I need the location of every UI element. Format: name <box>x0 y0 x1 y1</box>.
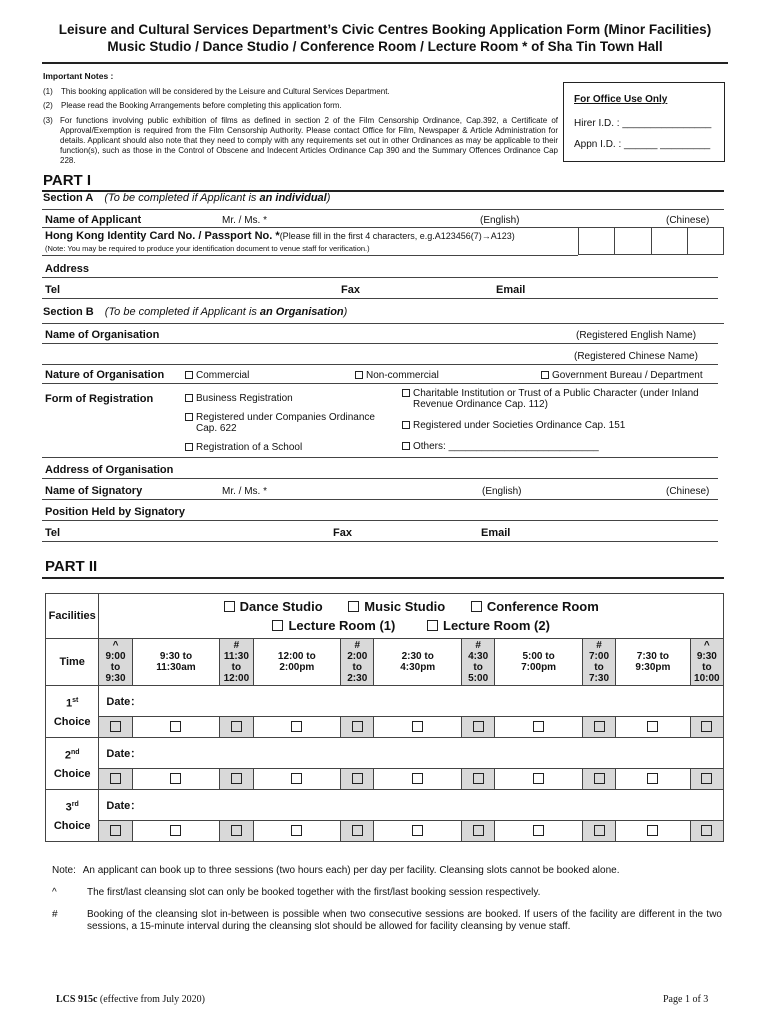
time-slot-line: 12:00 to <box>277 651 316 662</box>
time-slot-line: 2:30 <box>347 673 368 684</box>
slot-checkbox-cell[interactable] <box>341 717 374 738</box>
time-slot-line: to <box>594 662 604 673</box>
rule <box>42 383 718 384</box>
office-use-box <box>563 82 725 162</box>
slot-checkbox[interactable] <box>291 825 302 836</box>
time-slot-line: 2:30 to <box>401 651 434 662</box>
slot-checkbox-cell[interactable] <box>374 769 462 790</box>
time-slot-line: 7:00 <box>589 651 610 662</box>
reg-companies-option[interactable] <box>185 412 390 434</box>
reg-business-option[interactable] <box>185 393 293 404</box>
name-of-signatory-label: Name of Signatory <box>45 485 143 497</box>
slot-checkbox-cell[interactable] <box>462 769 495 790</box>
choice-label <box>46 790 99 842</box>
footnote-hash <box>52 909 722 933</box>
slot-checkbox[interactable] <box>412 825 423 836</box>
slot-checkbox-cell[interactable] <box>495 717 583 738</box>
form-title-line2: Music Studio / Dance Studio / Conference Room / Lecture Room * of Sha Tin Town Hall <box>107 39 663 54</box>
time-slot-line: 4:30 <box>468 651 489 662</box>
note-text: This booking application will be considered by the Leisure and Cultural Services Department. <box>61 87 390 96</box>
name-of-applicant-label: Name of Applicant <box>45 214 142 226</box>
checkbox[interactable] <box>272 620 283 631</box>
choice-date-field[interactable] <box>99 686 724 717</box>
slot-checkbox[interactable] <box>170 773 181 784</box>
slot-checkbox-cell[interactable] <box>616 717 691 738</box>
time-slot-mark: # <box>596 640 602 651</box>
option-label: Registration of a School <box>196 442 303 453</box>
address-label: Address <box>45 263 90 275</box>
choice-word: Choice <box>53 715 91 728</box>
slot-checkbox-cell[interactable] <box>341 769 374 790</box>
slot-checkbox-cell[interactable] <box>220 717 253 738</box>
time-slot-header <box>132 639 220 686</box>
time-slot-line: 11:30 <box>223 651 249 662</box>
slot-checkbox-cell[interactable] <box>341 821 374 842</box>
rule <box>42 478 718 479</box>
reg-societies-option[interactable] <box>402 420 625 431</box>
time-label: Time <box>46 639 99 686</box>
choice-number: 1 <box>66 697 73 710</box>
hkid-char-box[interactable] <box>615 228 651 254</box>
caret-mark: ^ <box>52 887 57 898</box>
option-label: Commercial <box>196 370 250 381</box>
email-label: Email <box>496 284 526 296</box>
slot-checkbox[interactable] <box>352 773 363 784</box>
facility-options <box>99 594 724 639</box>
position-held-label: Position Held by Signatory <box>45 506 185 518</box>
choice-word: Choice <box>53 819 91 832</box>
slot-checkbox-cell[interactable] <box>582 717 615 738</box>
time-slot-line: 9:30pm <box>635 662 671 673</box>
checkbox[interactable] <box>185 371 193 379</box>
choice-label <box>46 686 99 738</box>
option-label: Lecture Room (2) <box>443 618 550 633</box>
slot-checkbox-cell[interactable] <box>253 717 341 738</box>
slot-checkbox-cell[interactable] <box>132 769 220 790</box>
registered-chinese-label: (Registered Chinese Name) <box>574 351 698 362</box>
slot-checkbox[interactable] <box>647 773 658 784</box>
reg-others-option[interactable] <box>402 441 599 452</box>
time-slot-line: 4:30pm <box>400 662 436 673</box>
office-use-title: For Office Use Only <box>574 94 668 105</box>
date-label: Date： <box>106 696 142 708</box>
section-a-note-bold: an individual <box>259 192 327 204</box>
booking-table <box>45 593 724 842</box>
fax-label: Fax <box>341 284 360 296</box>
signatory-english-label: (English) <box>482 486 522 497</box>
checkbox[interactable] <box>355 371 363 379</box>
section-a-heading <box>43 192 330 204</box>
hkid-char-box[interactable] <box>688 228 723 254</box>
rule <box>42 541 718 542</box>
slot-checkbox[interactable] <box>352 825 363 836</box>
tel-label: Tel <box>45 284 61 296</box>
footnote-note-label: Note: <box>52 865 76 876</box>
slot-checkbox-cell[interactable] <box>582 769 615 790</box>
rule <box>42 323 724 324</box>
slot-checkbox-cell[interactable] <box>99 769 132 790</box>
slot-checkbox-cell[interactable] <box>253 769 341 790</box>
signatory-title-option[interactable]: Mr. / Ms. * <box>222 486 267 497</box>
slot-checkbox[interactable] <box>291 721 302 732</box>
nature-commercial-option[interactable] <box>185 370 249 381</box>
choice-suffix: nd <box>70 749 80 757</box>
time-slot-mark: # <box>354 640 361 651</box>
hash-text: Booking of the cleansing slot in-between is possible when two consecutive sessions are booked. If users of the facility are different in the two sessions, a 15-minute interval during the cleansing slot should be allowed for facility cleansing by venue staff. <box>87 909 722 932</box>
time-slot-header <box>341 639 374 686</box>
slot-checkbox-cell[interactable] <box>616 821 691 842</box>
slot-checkbox-cell[interactable] <box>132 717 220 738</box>
time-slot-mark: # <box>233 640 240 651</box>
signatory-fax-label: Fax <box>333 527 352 539</box>
option-label: Government Bureau / Department <box>552 370 703 381</box>
hkid-char-box[interactable] <box>652 228 688 254</box>
time-slot-line: 7:30 to <box>636 651 670 662</box>
slot-checkbox[interactable] <box>701 825 712 836</box>
time-slot-header <box>220 639 253 686</box>
time-slot-mark: # <box>475 640 481 651</box>
hkid-label-row <box>45 230 515 242</box>
section-a-note-pre: (To be completed if Applicant is <box>104 192 260 204</box>
rule <box>42 520 718 521</box>
slot-checkbox-cell[interactable] <box>690 717 723 738</box>
reg-school-option[interactable] <box>185 442 302 453</box>
hkid-char-box[interactable] <box>579 228 615 254</box>
part2-divider <box>42 577 724 579</box>
nature-government-option[interactable] <box>541 370 703 381</box>
slot-checkbox[interactable] <box>594 825 605 836</box>
slot-checkbox-cell[interactable] <box>220 769 253 790</box>
time-slot-header <box>690 639 723 686</box>
applicant-chinese-label: (Chinese) <box>666 215 710 226</box>
time-slot-header <box>374 639 462 686</box>
slot-checkbox[interactable] <box>291 773 302 784</box>
section-b-note-pre: (To be completed if Applicant is <box>104 306 260 318</box>
slot-checkbox-cell[interactable] <box>690 769 723 790</box>
slot-checkbox-cell[interactable] <box>220 821 253 842</box>
slot-checkbox[interactable] <box>647 721 658 732</box>
slot-checkbox[interactable] <box>647 825 658 836</box>
time-slot-line: 9:30 <box>105 673 126 684</box>
checkbox[interactable] <box>427 620 438 631</box>
signatory-chinese-label: (Chinese) <box>666 486 710 497</box>
slot-checkbox[interactable] <box>594 721 605 732</box>
facility-lecture-room-1[interactable] <box>272 618 395 633</box>
time-slot-header <box>495 639 583 686</box>
page-number: Page 1 of 3 <box>663 994 709 1005</box>
choice-suffix: st <box>72 697 79 705</box>
rule <box>42 209 724 210</box>
slot-checkbox[interactable] <box>412 773 423 784</box>
reg-charitable-option[interactable] <box>402 388 718 410</box>
slot-checkbox-cell[interactable] <box>582 821 615 842</box>
checkbox[interactable] <box>348 601 359 612</box>
part1-title: PART I <box>43 172 92 189</box>
time-slot-line: 5:00 <box>468 673 489 684</box>
applicant-english-label: (English) <box>480 215 520 226</box>
note-item-3 <box>43 116 558 166</box>
slot-checkbox-cell[interactable] <box>374 717 462 738</box>
name-of-organisation-label: Name of Organisation <box>45 329 160 341</box>
time-slot-line: 7:00pm <box>521 662 557 673</box>
appn-id-field[interactable]: Appn I.D. : ______ _________ <box>574 139 711 150</box>
note-item-1 <box>43 87 558 97</box>
time-slot-line: 12:00 <box>223 673 250 684</box>
rule <box>42 255 578 256</box>
time-slot-line: 11:30am <box>156 662 196 673</box>
checkbox[interactable] <box>185 443 193 451</box>
time-slot-line: 2:00 <box>347 651 368 662</box>
date-label: Date： <box>106 748 142 760</box>
footnote-note <box>52 865 724 876</box>
time-slot-line: 5:00 to <box>522 651 555 662</box>
header-divider <box>42 62 728 64</box>
slot-checkbox-cell[interactable] <box>495 769 583 790</box>
checkbox[interactable] <box>402 421 410 429</box>
form-title-line1: Leisure and Cultural Services Department’s Civic Centres Booking Application Form (Minor Facilities) <box>58 22 712 37</box>
option-label: Registered under Companies Ordinance Cap. 622 <box>196 412 375 434</box>
rule <box>42 277 718 278</box>
option-label: Dance Studio <box>239 599 323 614</box>
option-label: Registered under Societies Ordinance Cap. 151 <box>413 420 626 431</box>
note-text: For functions involving public exhibition of films as defined in section 2 of the Film Censorship Ordinance, Cap.392, a Certificate of Approval/Exemption is required from the Film Censorship Authority. Please contact Office for Film, Newspaper & Article Administration for details. Applicant should also note that they need to comply with any requirements set out in other Ordinances as may be applicable to their function(s), such as those in the Control of Obscene and Indecent Articles Ordinance Cap 390 and the Summary Offences Ordinance Cap 228. <box>60 116 558 165</box>
facility-conference-room[interactable] <box>471 599 599 614</box>
slot-checkbox[interactable] <box>170 825 181 836</box>
slot-checkbox-cell[interactable] <box>462 821 495 842</box>
slot-checkbox-cell[interactable] <box>99 821 132 842</box>
signatory-tel-label: Tel <box>45 527 61 539</box>
slot-checkbox-cell[interactable] <box>495 821 583 842</box>
slot-checkbox[interactable] <box>473 773 484 784</box>
section-b-note-bold: an Organisation <box>259 306 344 318</box>
option-label: Lecture Room (1) <box>288 618 396 633</box>
section-a-note <box>104 192 330 204</box>
facilities-label: Facilities <box>46 594 99 639</box>
slot-checkbox-cell[interactable] <box>616 769 691 790</box>
choice-number: 3 <box>65 801 72 814</box>
option-label: Others: ___________________________ <box>413 441 599 452</box>
nature-of-organisation-label: Nature of Organisation <box>45 369 165 381</box>
footer-form-code <box>56 994 205 1005</box>
hirer-id-field[interactable]: Hirer I.D. : ________________ <box>574 118 712 129</box>
time-slot-header <box>99 639 132 686</box>
checkbox[interactable] <box>185 394 193 402</box>
hkid-hint: (Please fill in the first 4 characters, e.g.A123456(7)→A123) <box>279 231 515 241</box>
slot-checkbox[interactable] <box>110 773 121 784</box>
hkid-note: (Note: You may be required to produce your identification document to venue staff for verification.) <box>45 244 370 253</box>
choice-label <box>46 738 99 790</box>
section-a-note-post: ) <box>326 192 331 204</box>
date-label: Date： <box>106 800 142 812</box>
facility-dance-studio[interactable] <box>224 599 323 614</box>
option-label: Conference Room <box>486 599 599 614</box>
slot-checkbox-cell[interactable] <box>99 717 132 738</box>
slot-checkbox[interactable] <box>594 773 605 784</box>
slot-checkbox[interactable] <box>533 825 544 836</box>
time-slot-line: 9:00 <box>105 651 126 662</box>
time-slot-line: 9:30 <box>696 651 717 662</box>
note-item-2 <box>43 101 558 111</box>
slot-checkbox[interactable] <box>352 721 363 732</box>
rule <box>42 457 718 458</box>
applicant-title-option[interactable]: Mr. / Ms. * <box>222 215 267 226</box>
time-slot-line: 9:30 to <box>159 651 193 662</box>
facility-music-studio[interactable] <box>348 599 445 614</box>
signatory-email-label: Email <box>481 527 511 539</box>
effective-date: (effective from July 2020) <box>99 994 205 1005</box>
section-a-label: Section A <box>43 192 94 204</box>
option-label: Music Studio <box>364 599 446 614</box>
choice-date-field[interactable] <box>99 738 724 769</box>
time-slot-header <box>616 639 691 686</box>
slot-checkbox[interactable] <box>231 721 242 732</box>
time-slot-line: 10:00 <box>694 673 720 684</box>
time-slot-header <box>253 639 341 686</box>
section-b-note-post: ) <box>343 306 348 318</box>
note-num: (1) <box>43 87 53 96</box>
registered-english-label: (Registered English Name) <box>576 330 697 341</box>
slot-checkbox-cell[interactable] <box>690 821 723 842</box>
time-slot-line: 2:00pm <box>279 662 315 673</box>
slot-checkbox[interactable] <box>701 773 712 784</box>
slot-checkbox[interactable] <box>110 721 121 732</box>
form-of-registration-label: Form of Registration <box>45 393 154 405</box>
choice-suffix: rd <box>71 801 79 809</box>
hkid-label: Hong Kong Identity Card No. / Passport No. * <box>45 230 280 242</box>
checkbox[interactable] <box>402 389 410 397</box>
time-slot-mark: ^ <box>703 640 710 651</box>
slot-checkbox[interactable] <box>473 721 484 732</box>
section-b-heading <box>43 306 347 318</box>
rule <box>42 343 718 344</box>
section-b-label: Section B <box>43 306 94 318</box>
time-slot-header <box>582 639 615 686</box>
slot-checkbox-cell[interactable] <box>462 717 495 738</box>
note-num: (2) <box>43 101 53 110</box>
slot-checkbox-cell[interactable] <box>374 821 462 842</box>
slot-checkbox[interactable] <box>412 721 423 732</box>
option-label: Business Registration <box>196 393 293 404</box>
checkbox[interactable] <box>541 371 549 379</box>
facility-lecture-room-2[interactable] <box>427 618 550 633</box>
slot-checkbox[interactable] <box>231 773 242 784</box>
slot-checkbox[interactable] <box>170 721 181 732</box>
choice-word: Choice <box>53 767 91 780</box>
note-num: (3) <box>43 116 53 125</box>
choice-date-field[interactable] <box>99 790 724 821</box>
slot-checkbox[interactable] <box>231 825 242 836</box>
slot-checkbox[interactable] <box>701 721 712 732</box>
hash-mark: # <box>52 909 58 920</box>
time-slot-header <box>462 639 495 686</box>
time-slot-line: to <box>473 662 483 673</box>
section-b-note <box>105 306 348 318</box>
checkbox[interactable] <box>185 413 193 421</box>
time-slot-line: 7:30 <box>589 673 610 684</box>
rule <box>42 364 718 365</box>
slot-checkbox-cell[interactable] <box>253 821 341 842</box>
time-slot-line: to <box>231 662 242 673</box>
slot-checkbox-cell[interactable] <box>132 821 220 842</box>
slot-checkbox[interactable] <box>110 825 121 836</box>
choice-number: 2 <box>64 749 71 762</box>
option-label: Charitable Institution or Trust of a Public Character (under Inland Revenue Ordinance Cap. 112) <box>413 388 699 410</box>
rule <box>42 499 718 500</box>
checkbox[interactable] <box>224 601 235 612</box>
time-slot-mark: ^ <box>112 640 119 651</box>
slot-checkbox[interactable] <box>473 825 484 836</box>
hkid-input-boxes[interactable] <box>578 227 724 255</box>
time-slot-line: to <box>702 662 712 673</box>
note-text: Please read the Booking Arrangements before completing this application form. <box>61 101 342 110</box>
time-slot-line: to <box>352 662 362 673</box>
footnote-note-text: An applicant can book up to three sessions (two hours each) per day per facility. Cleansing slots cannot be booked alone. <box>82 865 620 876</box>
part2-title: PART II <box>45 558 98 575</box>
important-notes-heading: Important Notes : <box>43 71 114 81</box>
form-code: LCS 915c <box>56 994 98 1005</box>
checkbox[interactable] <box>471 601 482 612</box>
caret-text: The first/last cleansing slot can only be booked together with the first/last booking session respectively. <box>87 887 541 898</box>
footnote-caret <box>52 887 724 898</box>
address-of-organisation-label: Address of Organisation <box>45 464 174 476</box>
slot-checkbox[interactable] <box>533 721 544 732</box>
rule <box>42 298 718 299</box>
time-slot-line: to <box>110 662 121 673</box>
option-label: Non-commercial <box>366 370 439 381</box>
nature-noncommercial-option[interactable] <box>355 370 439 381</box>
checkbox[interactable] <box>402 442 410 450</box>
slot-checkbox[interactable] <box>533 773 544 784</box>
